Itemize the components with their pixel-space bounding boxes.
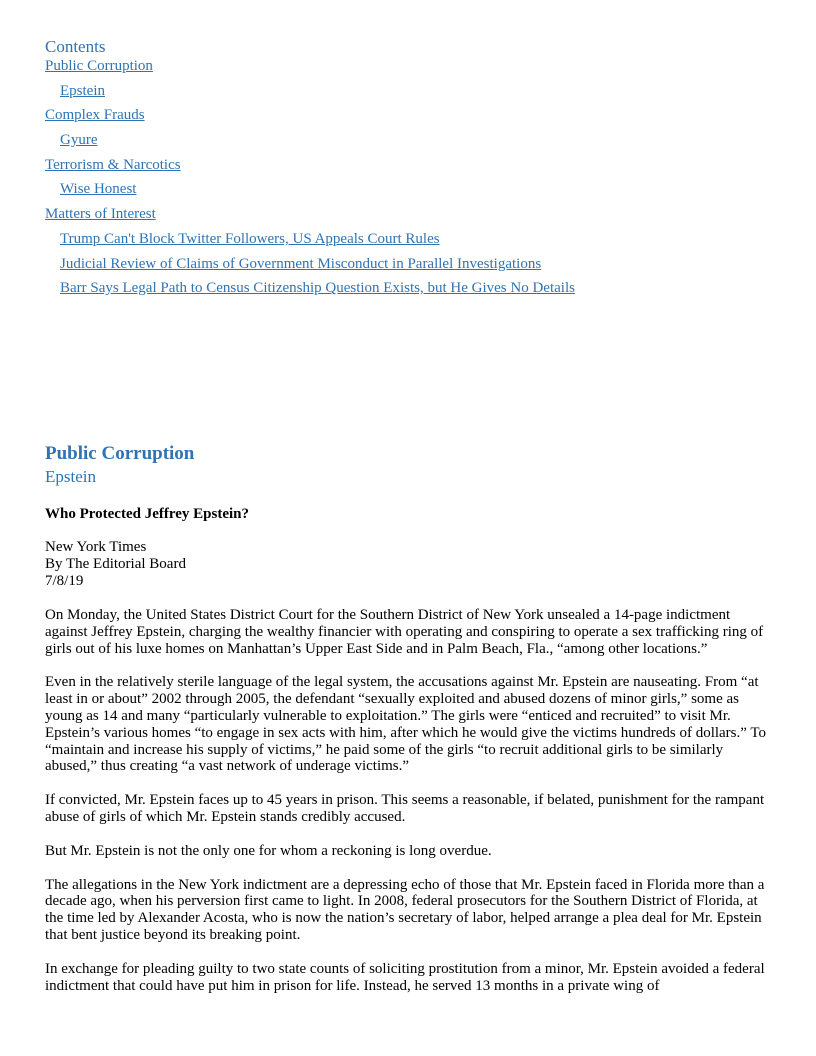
article-paragraph: In exchange for pleading guilty to two state counts of soliciting prostitution from a minor, Mr. Epstein avoided a federal indictment that could have put him in prison for life. Instead, he served 13 months in a private wing of [45,960,765,994]
toc-link[interactable]: Public Corruption [45,58,153,74]
toc-link[interactable]: Wise Honest [60,181,137,198]
toc-item-wise-honest [45,179,575,204]
article-paragraph: Even in the relatively sterile language of the legal system, the accusations against Mr. Epstein are nauseating. From “at least in or about” 2002 through 2005, the defendant “sexually exploited and abused dozens of minor girls,” some as young as 14 and many “particularly vulnerable to exploitation.” The girls were “enticed and recruited” to visit Mr. Epstein’s various homes “to engage in sex acts with him, after which he would give the victims hundreds of dollars.” To “maintain and increase his supply of victims,” he paid some of the girls “to recruit additional girls to be similarly abused,” thus creating “a vast network of underage victims.” [45,674,767,775]
table-of-contents [45,56,575,303]
article-paragraph: But Mr. Epstein is not the only one for whom a reckoning is long overdue. [45,842,492,859]
toc-item-judicial-review [45,254,575,279]
toc-link[interactable]: Trump Can't Block Twitter Followers, US Appeals Court Rules [60,230,440,247]
toc-item-epstein [45,81,575,106]
article-meta [45,539,186,590]
toc-link[interactable]: Barr Says Legal Path to Census Citizenship Question Exists, but He Gives No Details [60,280,575,297]
article-paragraph: The allegations in the New York indictment are a depressing echo of those that Mr. Epstein faced in Florida more than a decade ago, when his perversion first came to light. In 2008, federal prosecutors for the Southern District of Florida, at the time led by Alexander Acosta, who is now the nation’s secretary of labor, helped arrange a plea deal for Mr. Epstein that bent justice beyond its breaking point. [45,876,765,943]
toc-link[interactable]: Terrorism & Narcotics [45,156,181,173]
toc-item-trump-twitter [45,229,575,254]
toc-item-matters-of-interest [45,204,575,229]
toc-item-terrorism-narcotics [45,155,575,180]
article-byline: By The Editorial Board [45,556,186,572]
article-paragraph: If convicted, Mr. Epstein faces up to 45 years in prison. This seems a reasonable, if belated, punishment for the rampant abuse of girls of which Mr. Epstein stands credibly accused. [45,792,765,825]
section-subheading: Epstein [45,467,96,486]
toc-link[interactable]: Gyure [60,132,98,149]
toc-item-complex-frauds [45,105,575,130]
toc-link[interactable]: Complex Frauds [45,107,145,124]
article-paragraph: On Monday, the United States District Court for the Southern District of New York unsealed a 14-page indictment against Jeffrey Epstein, charging the wealthy financier with operating and conspiring to operate a sex trafficking ring of girls out of his luxe homes on Manhattan’s Upper East Side and in Palm Beach, Fla., “among other locations.” [45,607,764,657]
article-source: New York Times [45,539,147,555]
toc-item-public-corruption [45,56,575,81]
article-date: 7/8/19 [45,573,84,589]
section-heading: Public Corruption [45,443,195,464]
toc-heading: Contents [45,37,106,56]
toc-link[interactable]: Judicial Review of Claims of Government Misconduct in Parallel Investigations [60,255,542,272]
toc-link[interactable]: Epstein [60,82,105,99]
toc-link[interactable]: Matters of Interest [45,206,156,223]
article-title: Who Protected Jeffrey Epstein? [45,506,249,522]
toc-item-gyure [45,130,575,155]
article-body [45,607,775,1011]
toc-item-barr-census [45,278,575,303]
